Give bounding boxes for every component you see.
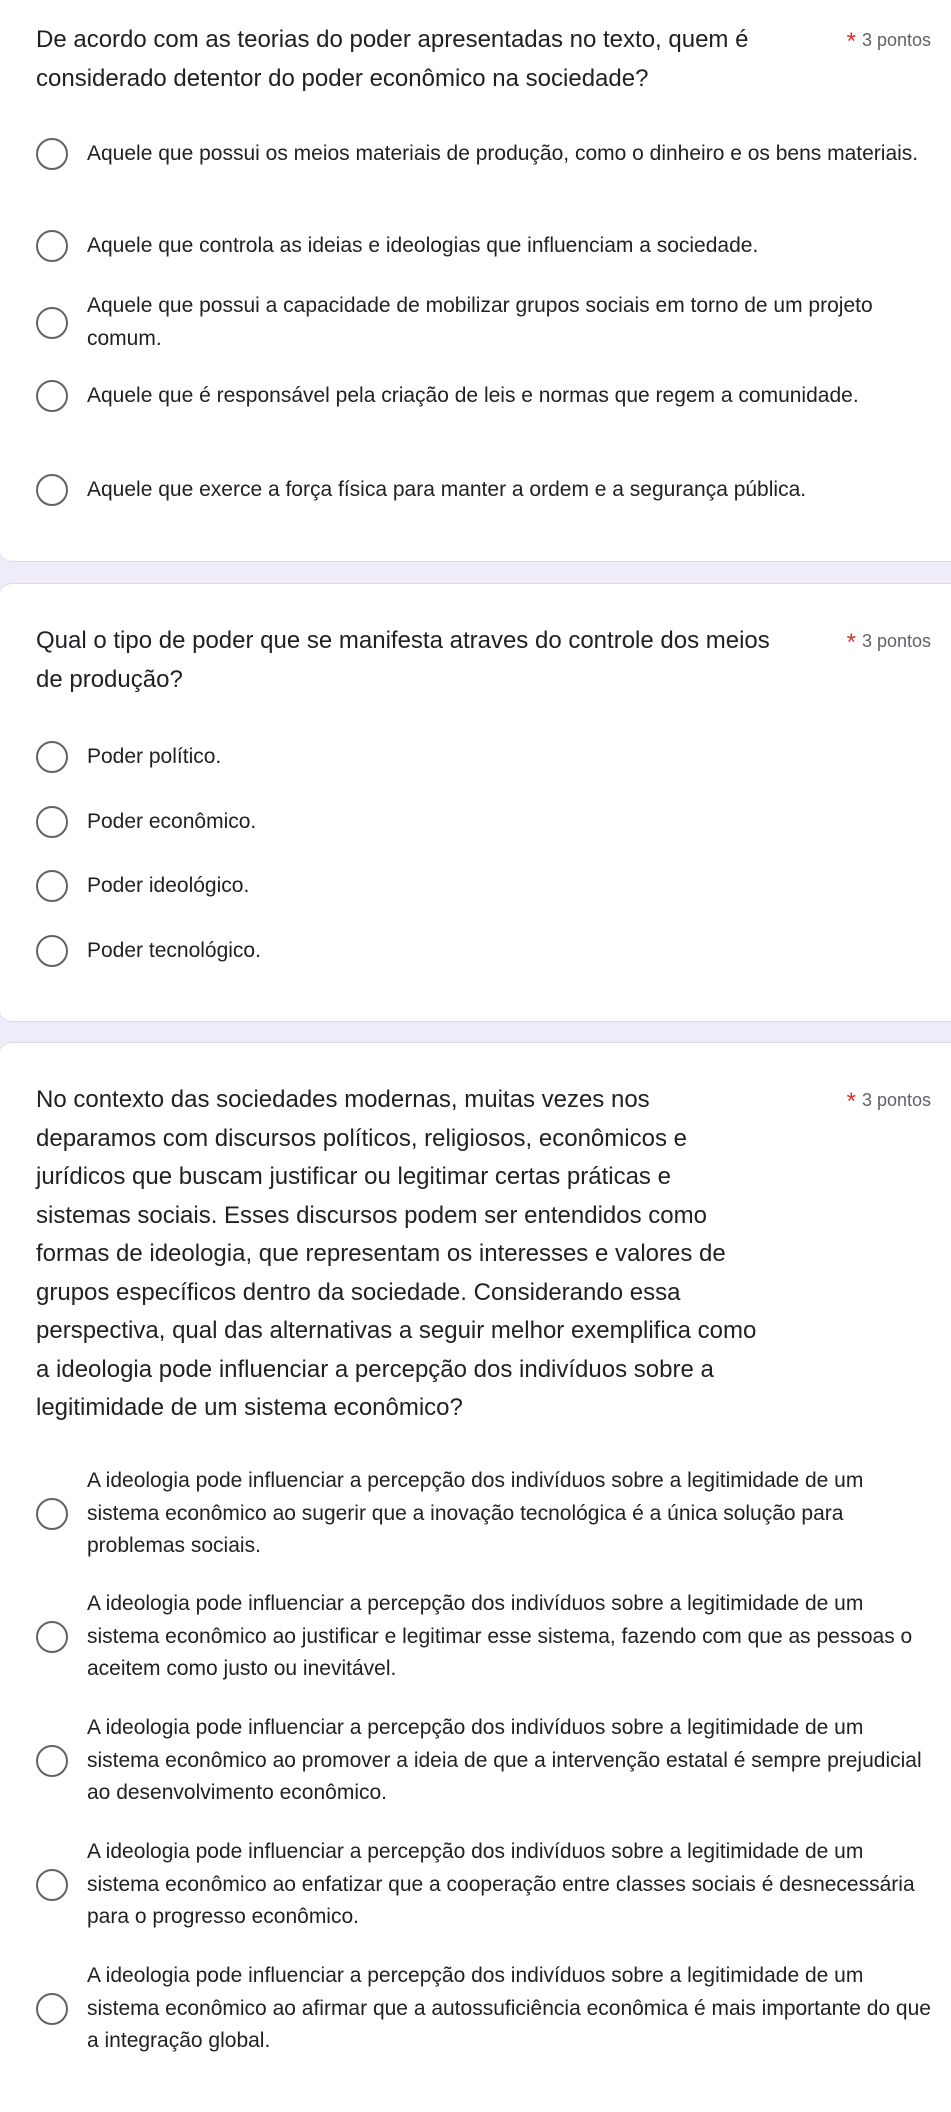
radio-option[interactable] bbox=[36, 290, 933, 355]
radio-circle-icon[interactable] bbox=[36, 474, 68, 506]
option-label: Aquele que é responsável pela criação de leis e normas que regem a comunidade. bbox=[87, 384, 859, 407]
radio-option[interactable] bbox=[36, 935, 933, 968]
option-label: A ideologia pode influenciar a percepção dos indivíduos sobre a legitimidade de um sistema econômico ao promover a ideia de que a intervenção estatal é sempre prejudicial ao desenvolvimento econômico. bbox=[87, 1716, 922, 1804]
radio-option[interactable] bbox=[36, 1960, 933, 2058]
question-header bbox=[36, 21, 931, 98]
option-label: A ideologia pode influenciar a percepção dos indivíduos sobre a legitimidade de um sistema econômico ao afirmar que a autossuficiência econômica é mais importante do que a integração global. bbox=[87, 1964, 931, 2052]
points-label: 3 pontos bbox=[861, 1089, 931, 1110]
option-label: Poder econômico. bbox=[87, 810, 257, 833]
option-label: Aquele que possui os meios materiais de produção, como o dinheiro e os bens materiais. bbox=[87, 142, 919, 165]
option-label: Aquele que exerce a força física para manter a ordem e a segurança pública. bbox=[87, 478, 807, 501]
required-asterisk: * bbox=[846, 629, 856, 657]
radio-circle-icon[interactable] bbox=[36, 1621, 68, 1653]
radio-circle-icon[interactable] bbox=[36, 935, 68, 967]
option-label: A ideologia pode influenciar a percepção dos indivíduos sobre a legitimidade de um sistema econômico ao sugerir que a inovação tecnológica é a única solução para problemas sociais. bbox=[87, 1469, 864, 1557]
required-asterisk: * bbox=[846, 28, 856, 56]
question-title: De acordo com as teorias do poder apresentadas no texto, quem é considerado detentor do poder econômico na sociedade? bbox=[36, 26, 749, 92]
radio-circle-icon[interactable] bbox=[36, 380, 68, 412]
radio-circle-icon[interactable] bbox=[36, 741, 68, 773]
radio-option[interactable] bbox=[36, 806, 933, 839]
required-indicator bbox=[847, 1081, 931, 1120]
radio-option[interactable] bbox=[36, 1588, 933, 1686]
radio-option[interactable] bbox=[36, 230, 933, 263]
question-title: No contexto das sociedades modernas, muitas vezes nos deparamos com discursos políticos, religiosos, econômicos e jurídicos que buscam justificar ou legitimar certas práticas e sistemas sociais. Esses discursos podem ser entendidos como formas de ideologia, que representam os interesses e valores de grupos específicos dentro da sociedade. Considerando essa perspectiva, qual das alternativas a seguir melhor exemplifica como a ideologia pode influenciar a percepção dos indivíduos sobre a legitimidade de um sistema econômico? bbox=[36, 1086, 757, 1421]
points-label: 3 pontos bbox=[861, 29, 931, 50]
question-card-3 bbox=[0, 1042, 951, 2112]
radio-option[interactable] bbox=[36, 1712, 933, 1810]
radio-circle-icon[interactable] bbox=[36, 138, 68, 170]
question-card-2 bbox=[0, 583, 951, 1022]
radio-circle-icon[interactable] bbox=[36, 1498, 68, 1530]
question-header bbox=[36, 622, 931, 699]
required-asterisk: * bbox=[846, 1088, 856, 1116]
radio-option[interactable] bbox=[36, 741, 933, 774]
radio-circle-icon[interactable] bbox=[36, 870, 68, 902]
required-indicator bbox=[847, 21, 931, 60]
question-title: Qual o tipo de poder que se manifesta atraves do controle dos meios de produção? bbox=[36, 627, 770, 693]
radio-circle-icon[interactable] bbox=[36, 1745, 68, 1777]
option-label: Aquele que possui a capacidade de mobilizar grupos sociais em torno de um projeto comum. bbox=[87, 294, 873, 350]
option-label: Poder político. bbox=[87, 745, 222, 768]
option-label: Poder ideológico. bbox=[87, 874, 250, 897]
option-label: A ideologia pode influenciar a percepção dos indivíduos sobre a legitimidade de um sistema econômico ao justificar e legitimar esse sistema, fazendo com que as pessoas o aceitem como justo ou inevitável. bbox=[87, 1592, 913, 1680]
option-label: A ideologia pode influenciar a percepção dos indivíduos sobre a legitimidade de um sistema econômico ao enfatizar que a cooperação entre classes sociais é desnecessária para o progresso econômico. bbox=[87, 1840, 915, 1928]
radio-option[interactable] bbox=[36, 138, 933, 171]
radio-option[interactable] bbox=[36, 380, 933, 413]
radio-circle-icon[interactable] bbox=[36, 230, 68, 262]
question-header bbox=[36, 1081, 931, 1428]
option-label: Poder tecnológico. bbox=[87, 939, 261, 962]
question-card-1 bbox=[0, 0, 951, 562]
radio-option[interactable] bbox=[36, 870, 933, 903]
radio-circle-icon[interactable] bbox=[36, 806, 68, 838]
radio-option[interactable] bbox=[36, 1465, 933, 1563]
option-label: Aquele que controla as ideias e ideologias que influenciam a sociedade. bbox=[87, 234, 759, 257]
required-indicator bbox=[847, 622, 931, 661]
radio-circle-icon[interactable] bbox=[36, 1993, 68, 2025]
radio-circle-icon[interactable] bbox=[36, 1869, 68, 1901]
radio-circle-icon[interactable] bbox=[36, 307, 68, 339]
radio-option[interactable] bbox=[36, 474, 933, 507]
points-label: 3 pontos bbox=[861, 630, 931, 651]
radio-option[interactable] bbox=[36, 1836, 933, 1934]
